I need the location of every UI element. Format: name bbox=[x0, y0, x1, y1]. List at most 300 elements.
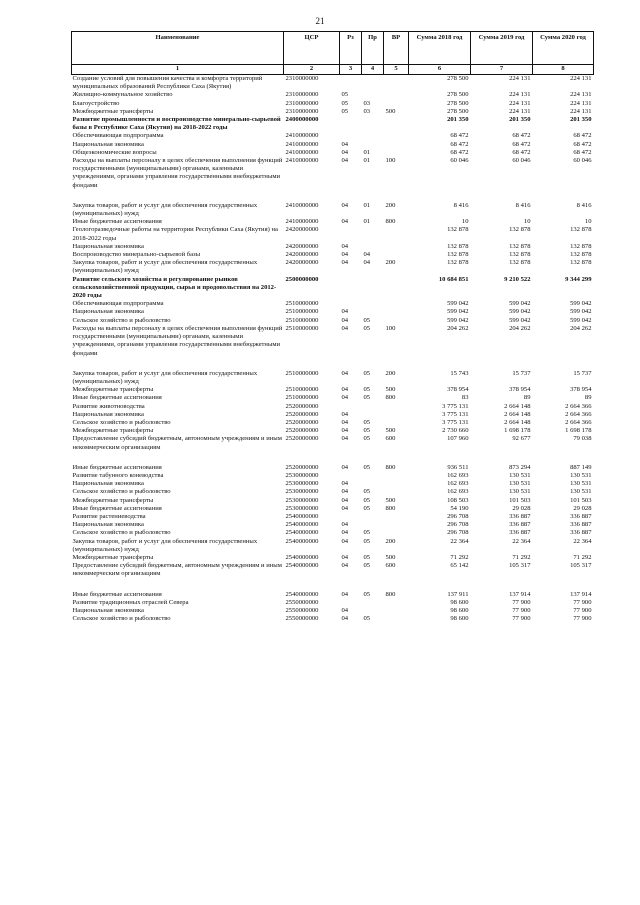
row-rz: 04 bbox=[341, 242, 349, 250]
row-csr: 2410000000 bbox=[285, 157, 319, 165]
header-number: 5 bbox=[384, 65, 409, 75]
row-sum-2019: 378 954 bbox=[509, 386, 531, 394]
header-number-row bbox=[72, 65, 594, 75]
table-row bbox=[72, 562, 594, 578]
row-sum-2019: 68 472 bbox=[512, 132, 531, 140]
row-name: Общеэкономические вопросы bbox=[72, 148, 157, 156]
row-rz: 04 bbox=[341, 308, 349, 316]
row-pr: 05 bbox=[363, 537, 371, 545]
row-rz: 05 bbox=[341, 91, 349, 99]
row-rz: 04 bbox=[341, 324, 349, 332]
row-csr: 2530000000 bbox=[285, 488, 319, 496]
row-pr: 01 bbox=[363, 157, 371, 165]
row-sum-2019: 599 042 bbox=[509, 316, 531, 324]
header-number: 8 bbox=[533, 65, 594, 75]
table-header bbox=[72, 32, 594, 75]
table-row bbox=[72, 497, 594, 505]
row-pr: 05 bbox=[363, 615, 371, 623]
row-vr: 200 bbox=[385, 537, 396, 545]
row-sum-2018: 107 960 bbox=[447, 435, 469, 443]
page-number: 21 bbox=[315, 16, 325, 26]
row-vr bbox=[384, 276, 409, 301]
row-sum-2020: 101 503 bbox=[570, 496, 592, 504]
row-csr: 2510000000 bbox=[285, 308, 319, 316]
row-pr: 03 bbox=[363, 107, 371, 115]
row-sum-2019: 22 364 bbox=[512, 537, 531, 545]
row-csr: 2530000000 bbox=[285, 480, 319, 488]
row-vr bbox=[384, 488, 409, 496]
table-row bbox=[72, 370, 594, 386]
row-vr: 500 bbox=[385, 386, 396, 394]
row-vr bbox=[384, 308, 409, 316]
row-sum-2019: 873 294 bbox=[509, 463, 531, 471]
row-name: Сельское хозяйство и рыболовство bbox=[72, 418, 171, 426]
row-vr bbox=[384, 132, 409, 140]
row-sum-2019: 132 878 bbox=[509, 242, 531, 250]
row-sum-2018: 599 042 bbox=[447, 308, 469, 316]
header-number: 7 bbox=[471, 65, 533, 75]
row-sum-2018: 60 046 bbox=[450, 157, 469, 165]
row-sum-2018: 278 500 bbox=[447, 107, 469, 115]
row-sum-2018: 278 500 bbox=[447, 99, 469, 107]
table-row bbox=[72, 202, 594, 218]
row-vr bbox=[384, 251, 409, 259]
row-sum-2018: 132 878 bbox=[447, 251, 469, 259]
row-vr: 600 bbox=[385, 435, 396, 443]
row-sum-2018: 68 472 bbox=[450, 140, 469, 148]
row-sum-2018: 132 878 bbox=[447, 259, 469, 267]
row-rz: 04 bbox=[341, 251, 349, 259]
row-pr bbox=[362, 513, 384, 521]
row-csr: 2520000000 bbox=[285, 427, 319, 435]
row-csr: 2540000000 bbox=[285, 521, 319, 529]
row-csr: 2420000000 bbox=[285, 259, 319, 267]
row-pr: 01 bbox=[363, 218, 371, 226]
row-sum-2018: 68 472 bbox=[450, 148, 469, 156]
row-name: Развитие животноводства bbox=[72, 402, 145, 410]
row-csr: 2550000000 bbox=[285, 598, 319, 606]
row-csr: 2420000000 bbox=[285, 251, 319, 259]
row-sum-2019: 336 887 bbox=[509, 521, 531, 529]
row-sum-2018: 98 600 bbox=[450, 606, 469, 614]
row-pr bbox=[362, 226, 384, 242]
row-vr bbox=[384, 100, 409, 108]
row-vr: 100 bbox=[385, 324, 396, 332]
row-spacer-cell bbox=[72, 358, 594, 370]
table-row bbox=[72, 132, 594, 140]
row-sum-2018: 162 693 bbox=[447, 471, 469, 479]
row-vr bbox=[384, 615, 409, 623]
row-name: Предоставление субсидий бюджетным, автономным учреждениям и иным некоммерческим организациям bbox=[72, 435, 282, 451]
row-csr: 2540000000 bbox=[285, 590, 319, 598]
row-sum-2019: 60 046 bbox=[512, 157, 531, 165]
row-sum-2019: 599 042 bbox=[509, 308, 531, 316]
row-csr: 2310000000 bbox=[285, 107, 319, 115]
table-row bbox=[72, 141, 594, 149]
row-rz: 04 bbox=[341, 418, 349, 426]
row-sum-2019: 130 531 bbox=[509, 488, 531, 496]
row-sum-2018: 278 500 bbox=[447, 75, 469, 82]
row-csr: 2510000000 bbox=[285, 386, 319, 394]
header-number: 4 bbox=[362, 65, 384, 75]
row-sum-2019: 224 131 bbox=[509, 75, 531, 82]
row-rz bbox=[340, 116, 362, 132]
table-row bbox=[72, 488, 594, 496]
row-sum-2019: 224 131 bbox=[509, 99, 531, 107]
row-sum-2020: 336 887 bbox=[570, 521, 592, 529]
row-name: Национальная экономика bbox=[72, 140, 144, 148]
row-csr: 2310000000 bbox=[285, 99, 319, 107]
row-sum-2019: 132 878 bbox=[509, 226, 531, 234]
row-rz: 04 bbox=[341, 410, 349, 418]
row-sum-2020: 105 317 bbox=[570, 562, 592, 570]
row-spacer bbox=[72, 452, 594, 464]
row-pr bbox=[362, 403, 384, 411]
row-name: Межбюджетные трансферты bbox=[72, 496, 154, 504]
row-sum-2018: 10 bbox=[461, 218, 469, 226]
row-sum-2019: 336 887 bbox=[509, 512, 531, 520]
row-sum-2018: 3 775 131 bbox=[442, 402, 469, 410]
row-sum-2018: 83 bbox=[461, 394, 469, 402]
row-sum-2018: 278 500 bbox=[447, 91, 469, 99]
row-csr: 2520000000 bbox=[285, 418, 319, 426]
row-vr bbox=[384, 91, 409, 99]
row-csr: 2420000000 bbox=[285, 226, 319, 234]
row-csr: 2540000000 bbox=[285, 537, 319, 545]
row-rz: 04 bbox=[341, 148, 349, 156]
row-sum-2020: 77 900 bbox=[573, 606, 592, 614]
row-csr: 2510000000 bbox=[285, 369, 319, 377]
table-row bbox=[72, 615, 594, 623]
row-sum-2018: 296 708 bbox=[447, 521, 469, 529]
row-pr: 04 bbox=[363, 251, 371, 259]
table-row bbox=[72, 599, 594, 607]
row-sum-2020: 132 878 bbox=[570, 259, 592, 267]
row-rz: 04 bbox=[341, 386, 349, 394]
row-vr: 500 bbox=[385, 496, 396, 504]
row-name: Национальная экономика bbox=[72, 410, 144, 418]
row-rz: 04 bbox=[341, 157, 349, 165]
row-name: Жилищно-коммунальное хозяйство bbox=[72, 91, 173, 99]
row-rz: 04 bbox=[341, 316, 349, 324]
row-sum-2019: 77 900 bbox=[512, 598, 531, 606]
row-rz bbox=[340, 513, 362, 521]
row-rz: 04 bbox=[341, 529, 349, 537]
row-name: Межбюджетные трансферты bbox=[72, 427, 154, 435]
row-sum-2019: 15 737 bbox=[512, 369, 531, 377]
table-row bbox=[72, 317, 594, 325]
row-rz: 05 bbox=[341, 99, 349, 107]
table-row bbox=[72, 259, 594, 275]
row-rz: 04 bbox=[341, 504, 349, 512]
row-sum-2019: 1 698 178 bbox=[504, 427, 531, 435]
table-row bbox=[72, 243, 594, 251]
row-sum-2018: 378 954 bbox=[447, 386, 469, 394]
row-rz: 04 bbox=[341, 369, 349, 377]
table-row bbox=[72, 472, 594, 480]
row-csr: 2410000000 bbox=[285, 148, 319, 156]
table-row bbox=[72, 427, 594, 435]
row-pr: 05 bbox=[363, 463, 371, 471]
row-name: Расходы на выплаты персоналу в целях обеспечения выполнения функций государственными (муниципальными) органами, казенными учреждениями, органами управления государственными внебюджетными фондами bbox=[72, 157, 283, 189]
row-vr bbox=[384, 317, 409, 325]
row-sum-2020: 71 292 bbox=[573, 553, 592, 561]
row-spacer-cell bbox=[72, 579, 594, 591]
row-sum-2018: 296 708 bbox=[447, 529, 469, 537]
table-row bbox=[72, 464, 594, 472]
budget-table bbox=[71, 31, 594, 623]
row-sum-2019: 77 900 bbox=[512, 606, 531, 614]
row-sum-2019: 201 350 bbox=[509, 116, 531, 124]
header-pr: Пр bbox=[362, 32, 384, 65]
row-sum-2018: 15 743 bbox=[450, 369, 469, 377]
table-row bbox=[72, 325, 594, 358]
table-row bbox=[72, 386, 594, 394]
row-csr: 2410000000 bbox=[285, 132, 319, 140]
row-vr bbox=[384, 419, 409, 427]
row-sum-2020: 224 131 bbox=[570, 75, 592, 82]
row-pr: 05 bbox=[363, 324, 371, 332]
row-vr bbox=[384, 607, 409, 615]
row-name: Закупка товаров, работ и услуг для обеспечения государственных (муниципальных) нужд bbox=[72, 537, 258, 553]
row-rz: 04 bbox=[341, 480, 349, 488]
row-name: Сельское хозяйство и рыболовство bbox=[72, 316, 171, 324]
row-rz: 04 bbox=[341, 218, 349, 226]
row-name: Иные бюджетные ассигнования bbox=[72, 504, 162, 512]
row-sum-2020: 8 416 bbox=[576, 201, 592, 209]
row-sum-2019: 130 531 bbox=[509, 480, 531, 488]
table-row bbox=[72, 538, 594, 554]
row-pr: 01 bbox=[363, 148, 371, 156]
row-sum-2020: 22 364 bbox=[573, 537, 592, 545]
row-sum-2020: 336 887 bbox=[570, 529, 592, 537]
row-csr: 2540000000 bbox=[285, 562, 319, 570]
row-spacer-cell bbox=[72, 452, 594, 464]
header-sum-2018: Сумма 2018 год bbox=[409, 32, 471, 65]
row-csr: 2310000000 bbox=[285, 75, 319, 82]
row-pr: 05 bbox=[363, 529, 371, 537]
row-name: Сельское хозяйство и рыболовство bbox=[72, 615, 171, 623]
row-rz: 04 bbox=[341, 427, 349, 435]
row-name: Иные бюджетные ассигнования bbox=[72, 394, 162, 402]
row-pr: 05 bbox=[363, 553, 371, 561]
row-rz: 04 bbox=[341, 201, 349, 209]
row-vr bbox=[384, 243, 409, 251]
row-sum-2020: 1 698 178 bbox=[565, 427, 592, 435]
row-csr: 2530000000 bbox=[285, 496, 319, 504]
row-sum-2019: 2 664 148 bbox=[504, 402, 531, 410]
row-name: Предоставление субсидий бюджетным, автономным учреждениям и иным некоммерческим организациям bbox=[72, 562, 282, 578]
row-pr bbox=[362, 91, 384, 99]
row-sum-2019: 2 664 148 bbox=[504, 410, 531, 418]
row-sum-2019: 8 416 bbox=[515, 201, 531, 209]
row-vr: 600 bbox=[385, 562, 396, 570]
row-pr: 03 bbox=[363, 99, 371, 107]
row-rz: 04 bbox=[341, 488, 349, 496]
row-sum-2020: 68 472 bbox=[573, 140, 592, 148]
row-pr bbox=[362, 472, 384, 480]
row-rz bbox=[340, 276, 362, 301]
header-csr: ЦСР bbox=[284, 32, 340, 65]
row-pr: 05 bbox=[363, 418, 371, 426]
row-name: Национальная экономика bbox=[72, 606, 144, 614]
table-row bbox=[72, 91, 594, 99]
row-sum-2020: 130 531 bbox=[570, 471, 592, 479]
row-sum-2020: 130 531 bbox=[570, 488, 592, 496]
table-row bbox=[72, 226, 594, 242]
row-name: Закупка товаров, работ и услуг для обеспечения государственных (муниципальных) нужд bbox=[72, 259, 258, 275]
row-vr bbox=[384, 529, 409, 537]
table-row bbox=[72, 394, 594, 402]
row-rz: 04 bbox=[341, 521, 349, 529]
row-vr bbox=[384, 513, 409, 521]
row-csr: 2510000000 bbox=[285, 316, 319, 324]
row-pr bbox=[362, 599, 384, 607]
row-csr: 2520000000 bbox=[285, 463, 319, 471]
row-sum-2020: 224 131 bbox=[570, 91, 592, 99]
row-vr bbox=[384, 599, 409, 607]
table-row bbox=[72, 157, 594, 190]
row-sum-2020: 68 472 bbox=[573, 132, 592, 140]
row-pr: 05 bbox=[363, 435, 371, 443]
row-sum-2018: 599 042 bbox=[447, 316, 469, 324]
row-pr bbox=[362, 132, 384, 140]
table-row bbox=[72, 480, 594, 488]
row-name: Развитие табунного коневодства bbox=[72, 471, 164, 479]
row-sum-2018: 132 878 bbox=[447, 226, 469, 234]
row-rz: 04 bbox=[341, 615, 349, 623]
table-row bbox=[72, 607, 594, 615]
row-vr: 200 bbox=[385, 201, 396, 209]
row-name: Иные бюджетные ассигнования bbox=[72, 590, 162, 598]
row-sum-2020: 378 954 bbox=[570, 386, 592, 394]
table-row bbox=[72, 308, 594, 316]
row-sum-2020: 204 262 bbox=[570, 324, 592, 332]
row-sum-2018: 98 600 bbox=[450, 615, 469, 623]
row-vr bbox=[384, 226, 409, 242]
row-csr: 2510000000 bbox=[285, 324, 319, 332]
row-name: Развитие сельского хозяйства и регулирование рынков сельскохозяйственной продукции, сырья и продовольствия на 2012-2020 годы bbox=[72, 275, 277, 300]
row-vr: 800 bbox=[385, 218, 396, 226]
row-rz: 04 bbox=[341, 435, 349, 443]
row-sum-2020: 224 131 bbox=[570, 99, 592, 107]
row-sum-2019: 29 028 bbox=[512, 504, 531, 512]
row-csr: 2400000000 bbox=[285, 116, 319, 124]
row-rz bbox=[340, 599, 362, 607]
row-pr bbox=[362, 116, 384, 132]
row-rz: 04 bbox=[341, 496, 349, 504]
row-csr: 2510000000 bbox=[285, 300, 319, 308]
row-pr: 05 bbox=[363, 386, 371, 394]
row-sum-2019: 10 bbox=[523, 218, 531, 226]
table-row bbox=[72, 554, 594, 562]
row-spacer bbox=[72, 579, 594, 591]
row-vr: 500 bbox=[385, 553, 396, 561]
row-vr bbox=[384, 116, 409, 132]
row-sum-2019: 71 292 bbox=[512, 553, 531, 561]
row-sum-2019: 336 887 bbox=[509, 529, 531, 537]
row-pr bbox=[362, 607, 384, 615]
row-sum-2018: 296 708 bbox=[447, 512, 469, 520]
row-sum-2019: 132 878 bbox=[509, 259, 531, 267]
row-sum-2018: 132 878 bbox=[447, 242, 469, 250]
row-csr: 2540000000 bbox=[285, 553, 319, 561]
row-name: Национальная экономика bbox=[72, 521, 144, 529]
row-rz bbox=[340, 472, 362, 480]
header-number: 1 bbox=[72, 65, 284, 75]
row-sum-2020: 77 900 bbox=[573, 615, 592, 623]
row-pr bbox=[362, 300, 384, 308]
row-pr bbox=[362, 243, 384, 251]
row-csr: 2540000000 bbox=[285, 529, 319, 537]
row-sum-2019: 599 042 bbox=[509, 300, 531, 308]
row-rz bbox=[340, 300, 362, 308]
row-rz: 04 bbox=[341, 590, 349, 598]
row-sum-2018: 71 292 bbox=[450, 553, 469, 561]
row-sum-2020: 15 737 bbox=[573, 369, 592, 377]
row-name: Закупка товаров, работ и услуг для обеспечения государственных (муниципальных) нужд bbox=[72, 201, 258, 218]
row-sum-2019: 2 664 148 bbox=[504, 418, 531, 426]
row-name: Иные бюджетные ассигнования bbox=[72, 218, 162, 226]
row-sum-2018: 599 042 bbox=[447, 300, 469, 308]
row-sum-2018: 3 775 131 bbox=[442, 418, 469, 426]
row-pr: 05 bbox=[363, 488, 371, 496]
row-sum-2019: 9 210 522 bbox=[504, 275, 531, 283]
row-sum-2020: 9 344 299 bbox=[565, 275, 592, 283]
row-rz: 04 bbox=[341, 140, 349, 148]
row-sum-2018: 162 693 bbox=[447, 488, 469, 496]
table-row bbox=[72, 521, 594, 529]
row-csr: 2520000000 bbox=[285, 435, 319, 443]
row-vr: 800 bbox=[385, 504, 396, 512]
row-vr bbox=[384, 300, 409, 308]
row-sum-2020: 68 472 bbox=[573, 148, 592, 156]
row-name: Развитие промышленности и воспроизводство минерально-сырьевой базы в Республике Саха (Якутия) на 2018-2022 годы bbox=[72, 116, 281, 132]
row-sum-2018: 8 416 bbox=[453, 201, 469, 209]
row-sum-2020: 224 131 bbox=[570, 107, 592, 115]
row-rz bbox=[340, 75, 362, 92]
row-pr: 05 bbox=[363, 316, 371, 324]
row-vr: 500 bbox=[385, 107, 396, 115]
table-row bbox=[72, 149, 594, 157]
row-csr: 2520000000 bbox=[285, 402, 319, 410]
row-sum-2020: 2 664 366 bbox=[565, 402, 592, 410]
header-rz: Рз bbox=[340, 32, 362, 65]
row-pr bbox=[362, 411, 384, 419]
row-sum-2018: 2 730 660 bbox=[442, 427, 469, 435]
row-sum-2018: 3 775 131 bbox=[442, 410, 469, 418]
row-pr: 05 bbox=[363, 590, 371, 598]
row-vr: 200 bbox=[385, 259, 396, 267]
row-sum-2020: 2 664 366 bbox=[565, 410, 592, 418]
header-number: 2 bbox=[284, 65, 340, 75]
table-row bbox=[72, 100, 594, 108]
row-sum-2019: 224 131 bbox=[509, 91, 531, 99]
row-sum-2018: 936 511 bbox=[447, 463, 469, 471]
row-sum-2020: 77 900 bbox=[573, 598, 592, 606]
row-name: Межбюджетные трансферты bbox=[72, 107, 154, 115]
row-sum-2018: 137 911 bbox=[447, 590, 469, 598]
row-spacer-cell bbox=[72, 190, 594, 202]
row-name: Развитие растениеводства bbox=[72, 512, 146, 520]
row-name: Обеспечивающая подпрограмма bbox=[72, 300, 164, 308]
row-name: Геологоразведочные работы на территории Республики Саха (Якутия) на 2018-2022 годы bbox=[72, 226, 278, 242]
table-row bbox=[72, 108, 594, 116]
row-name: Сельское хозяйство и рыболовство bbox=[72, 488, 171, 496]
row-vr bbox=[384, 403, 409, 411]
header-sum-2019: Сумма 2019 год bbox=[471, 32, 533, 65]
row-pr: 01 bbox=[363, 201, 371, 209]
